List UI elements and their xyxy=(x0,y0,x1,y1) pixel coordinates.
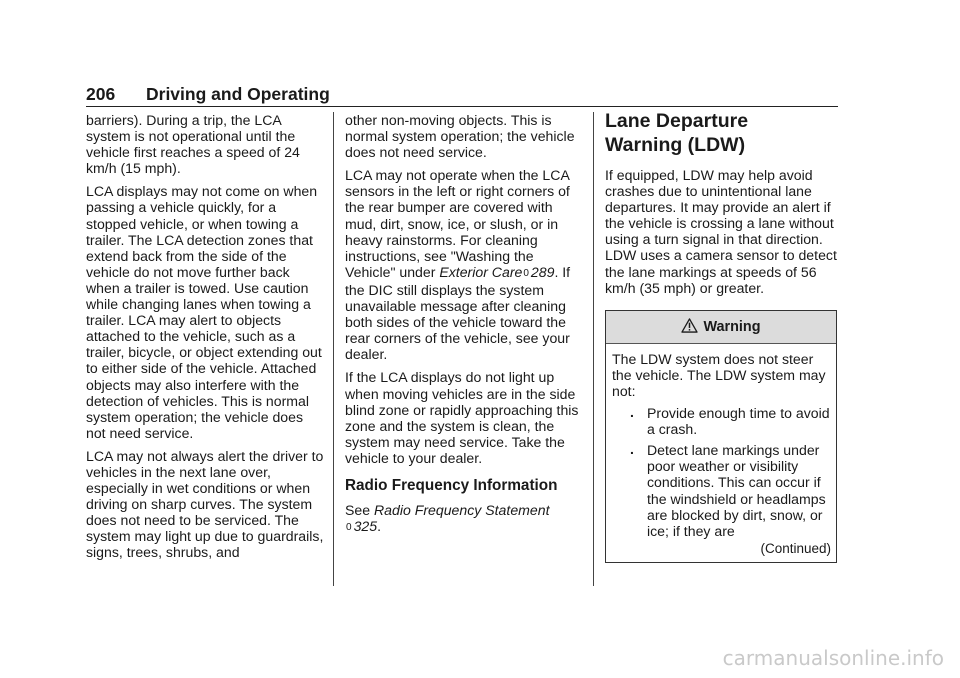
paragraph-text: . If the DIC still displays the system unavailable message after cleaning both sides of the vehicle toward the rear corners of the vehicle, see your dealer. xyxy=(345,263,571,363)
section-heading xyxy=(605,109,845,157)
bullet-icon: . xyxy=(630,404,634,421)
warning-title: Warning xyxy=(703,318,761,335)
column-divider-left xyxy=(333,112,334,586)
page-ref-arrow-icon: 0 xyxy=(523,267,529,279)
section-heading-line: Lane Departure xyxy=(605,110,749,132)
warning-body xyxy=(606,344,836,539)
warning-header xyxy=(606,311,836,344)
bullet-icon: . xyxy=(630,441,634,458)
watermark: carmanualsonline.info xyxy=(722,646,944,670)
paragraph-text: See xyxy=(345,501,374,518)
section-title: Driving and Operating xyxy=(146,84,330,104)
list-item-text: Provide enough time to avoid a crash. xyxy=(647,405,830,438)
continued-note: (Continued) xyxy=(760,540,831,556)
paragraph-text: . xyxy=(377,518,381,535)
column-right xyxy=(605,112,845,563)
subsection-heading: Radio Frequency Information xyxy=(345,476,558,494)
paragraph xyxy=(345,167,585,362)
paragraph: If equipped, LDW may help avoid crashes due to unintentional lane departures. It may provide an alert if the vehicle is crossing a lane without using a turn signal in that direction. LDW uses a camera sensor to detect the lane markings at speeds of 56 km/h (35 mph) or greater. xyxy=(605,167,837,296)
warning-intro: The LDW system does not steer the vehicle. The LDW system may not: xyxy=(612,350,826,399)
column-middle xyxy=(345,112,585,543)
page-ref-arrow-icon: 0 xyxy=(346,522,352,534)
paragraph-text: LCA may not operate when the LCA sensors in the left or right corners of the rear bumper are covered with mud, dirt, snow, ice, or slush, or in heavy rainstorms. For cleaning instructions, see "Washing the Vehicle" under xyxy=(345,167,570,280)
paragraph: If the LCA displays do not light up when moving vehicles are in the side blind zone or rapidly approaching this zone and the system is clean, the system may need service. Take the vehicle to your dealer. xyxy=(345,369,579,466)
cross-reference-page[interactable]: 325 xyxy=(353,518,378,535)
column-left xyxy=(86,112,326,568)
warning-box xyxy=(605,310,837,563)
list-item xyxy=(612,405,830,437)
paragraph: barriers). During a trip, the LCA system is not operational until the vehicle first reaches a speed of 24 km/h (15 mph). xyxy=(86,112,300,177)
paragraph xyxy=(345,502,585,536)
cross-reference-link[interactable]: Exterior Care xyxy=(439,263,523,280)
section-heading-line: Warning (LDW) xyxy=(605,134,746,156)
cross-reference-link[interactable]: Radio Frequency Statement xyxy=(374,501,550,518)
paragraph: LCA may not always alert the driver to vehicles in the next lane over, especially in wet conditions or when driving on sharp curves. The system does not need to be serviced. The system may light up due to guardrails, signs, trees, shrubs, and xyxy=(86,447,324,561)
list-item-text: Detect lane markings under poor weather or visibility conditions. This can occur if the windshield or headlamps are blocked by dirt, snow, or ice; if they are xyxy=(647,442,826,539)
warning-triangle-icon xyxy=(681,318,698,333)
column-divider-right xyxy=(593,112,594,586)
warning-list xyxy=(612,405,830,539)
page-header xyxy=(86,84,838,107)
list-item xyxy=(612,442,830,539)
page-number: 206 xyxy=(86,84,116,104)
cross-reference-page[interactable]: 289 xyxy=(530,263,555,280)
paragraph: LCA displays may not come on when passing a vehicle quickly, for a stopped vehicle, or when towing a trailer. The LCA detection zones that extend back from the side of the vehicle do not move further back when a trailer is towed. Use caution while changing lanes when towing a trailer. LCA may alert to objects attached to the vehicle, such as a trailer, bicycle, or object extending out to either side of the vehicle. Attached objects may also interfere with the detection of vehicles. This is normal system operation; the vehicle does not need service. xyxy=(86,183,322,441)
paragraph: other non-moving objects. This is normal system operation; the vehicle does not need service. xyxy=(345,112,575,161)
